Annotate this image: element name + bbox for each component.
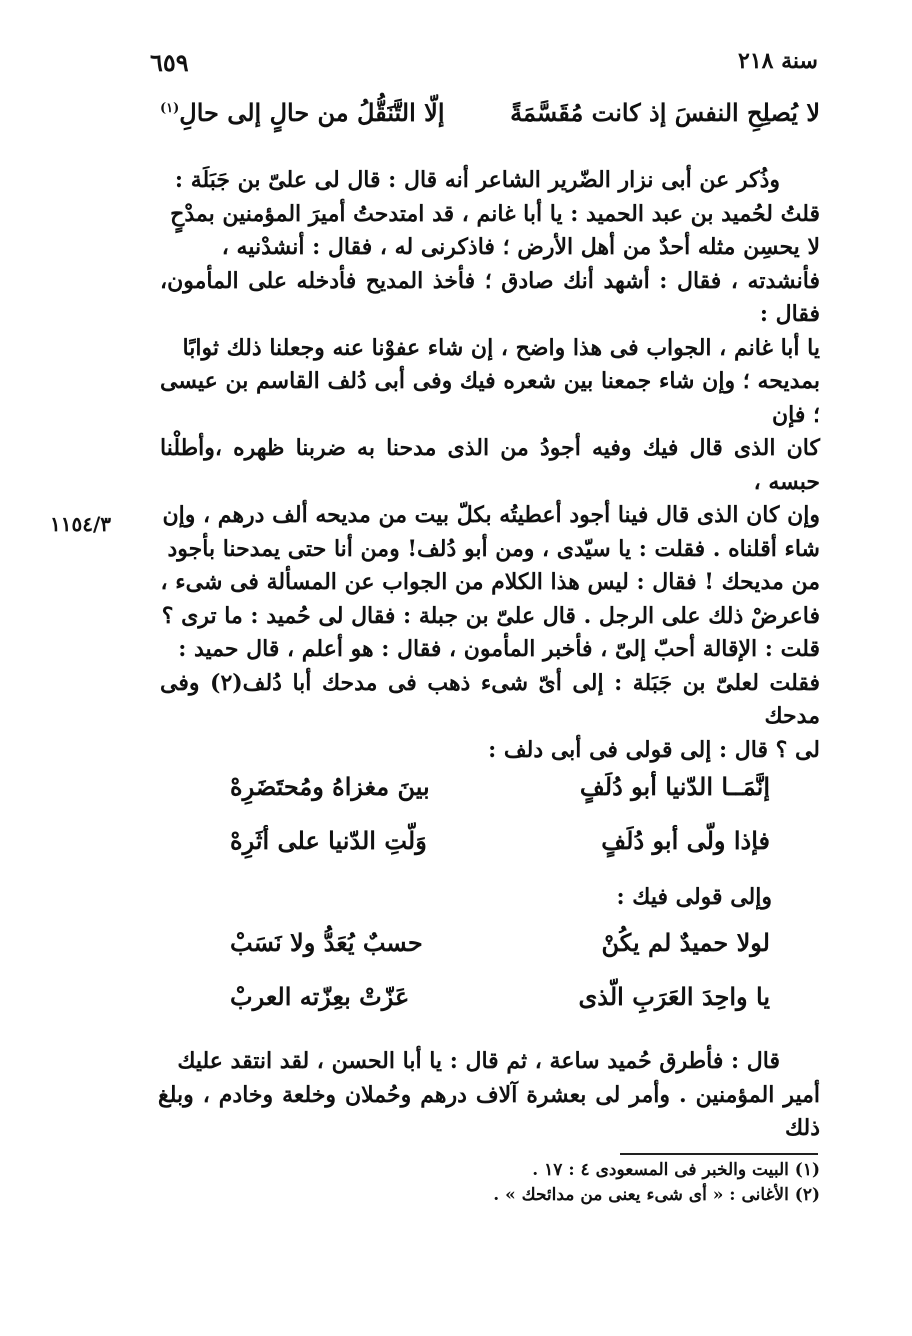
poem-line	[230, 772, 770, 826]
verse-hemistich: عَزّتْ بعِزّته العربْ	[230, 982, 410, 1011]
poem-block	[230, 772, 770, 880]
poem-line	[230, 826, 770, 880]
text-line: فقلت لعلىّ بن جَبَلة : إلى أىّ شىء ذهب فى مدحك أبا دُلف(٢) وفى مدحك	[160, 669, 821, 729]
footnote-divider	[620, 1153, 818, 1155]
verse-hemistich: إنَّمَــا الدّنيا أبو دُلَفٍ	[579, 772, 770, 801]
opening-verse	[160, 98, 820, 138]
text-line: لى ؟ قال : إلى قولى فى أبى دلف :	[488, 736, 820, 763]
text-line: فأنشدته ، فقال : أشهد أنك صادق ؛ فأخذ المديح فأدخله على المأمون، فقال :	[160, 267, 820, 327]
year-label: سنة ٢١٨	[738, 48, 818, 74]
text-line: بمديحه ؛ وإن شاء جمعنا بين شعره فيك وفى أبى دُلف القاسم بن عيسى ؛ فإن	[160, 368, 820, 428]
verse-hemistich: وَلّتِ الدّنيا على أثَرِهْ	[230, 826, 427, 855]
verse-hemistich: يا واحِدَ العَرَبِ الّذى	[578, 982, 770, 1011]
text-line: كان الذى قال فيك وفيه أجودُ من الذى مدحنا به ضربنا ظهره ،وأطلْنا حبسه ،	[160, 435, 820, 495]
main-paragraph	[160, 164, 820, 767]
verse-hemistich: بينَ مغزاهُ ومُحتَضَرِهْ	[230, 772, 430, 801]
verse-hemistich: لا يُصلِحِ النفسَ إذ كانت مُقَسَّمَةً	[510, 98, 820, 127]
text-line: من مديحك ! فقال : ليس هذا الكلام من الجواب عن المسألة فى شىء ،	[160, 569, 820, 595]
text-line: قال : فأطرق حُميد ساعة ، ثم قال : يا أبا الحسن ، لقد انتقد عليك	[177, 1048, 780, 1074]
verse-hemistich	[160, 98, 445, 127]
page-number: ٦٥٩	[150, 48, 189, 77]
hemistich-text: إلّا التَّنَقُّلُ من حالٍ إلى حالِ	[179, 98, 445, 127]
text-line: أمير المؤمنين . وأمر لى بعشرة آلاف درهم وحُملان وخلعة وخادم ، وبلغ ذلك	[158, 1081, 820, 1141]
closing-paragraph	[158, 1045, 820, 1146]
footnote-ref: (١)	[160, 101, 180, 116]
text-line: فاعرضْ ذلك على الرجل . قال علىّ بن جبلة : فقال لى حُميد : ما ترى ؟	[161, 602, 820, 629]
poem-line	[230, 928, 770, 982]
text-line: شاء أقلناه . فقلت : يا سيّدى ، ومن أبو دُلف! ومن أنا حتى يمدحنا بأجود	[167, 535, 820, 562]
page-header	[150, 48, 818, 88]
text-line: يا أبا غانم ، الجواب فى هذا واضح ، إن شاء عفوْنا عنه وجعلنا ذلك ثوابًا	[182, 334, 820, 361]
footnotes	[300, 1158, 820, 1208]
verse-hemistich: لولا حميدٌ لم يكُنْ	[601, 928, 770, 957]
verse-hemistich: حسبٌ يُعَدُّ ولا نَسَبْ	[230, 928, 423, 957]
text-line: وإن كان الذى قال فينا أجود أعطيتُه بكلّ بيت من مديحه ألف درهم ، وإن	[162, 502, 820, 528]
text-line: لا يحسِن مثله أحدٌ من أهل الأرض ؛ فاذكرنى له ، فقال : أنشدْنيه ،	[221, 234, 820, 260]
margin-reference: ١١٥٤/٣	[50, 512, 112, 536]
poem-line	[230, 982, 770, 1036]
poem-block	[230, 928, 770, 1036]
text-line: قلتُ لحُميد بن عبد الحميد : يا أبا غانم ، قد امتدحتُ أميرَ المؤمنين بمدْحٍ	[170, 200, 820, 227]
text-line: قلت : الإقالة أحبّ إلىّ ، فأخبر المأمون ، فقال : هو أعلم ، قال حميد :	[178, 636, 820, 662]
text-line: وذُكر عن أبى نزار الضّرير الشاعر أنه قال : قال لى علىّ بن جَبَلَة :	[174, 167, 780, 193]
poem-intro: وإلى قولى فيك :	[616, 884, 772, 910]
verse-hemistich: فإذا ولّى أبو دُلَفٍ	[601, 826, 770, 855]
footnote: (١) البيت والخبر فى المسعودى ٤ : ١٧ .	[532, 1160, 820, 1180]
footnote: (٢) الأغانى : « أى شىء يعنى من مدائحك » .	[493, 1185, 820, 1205]
